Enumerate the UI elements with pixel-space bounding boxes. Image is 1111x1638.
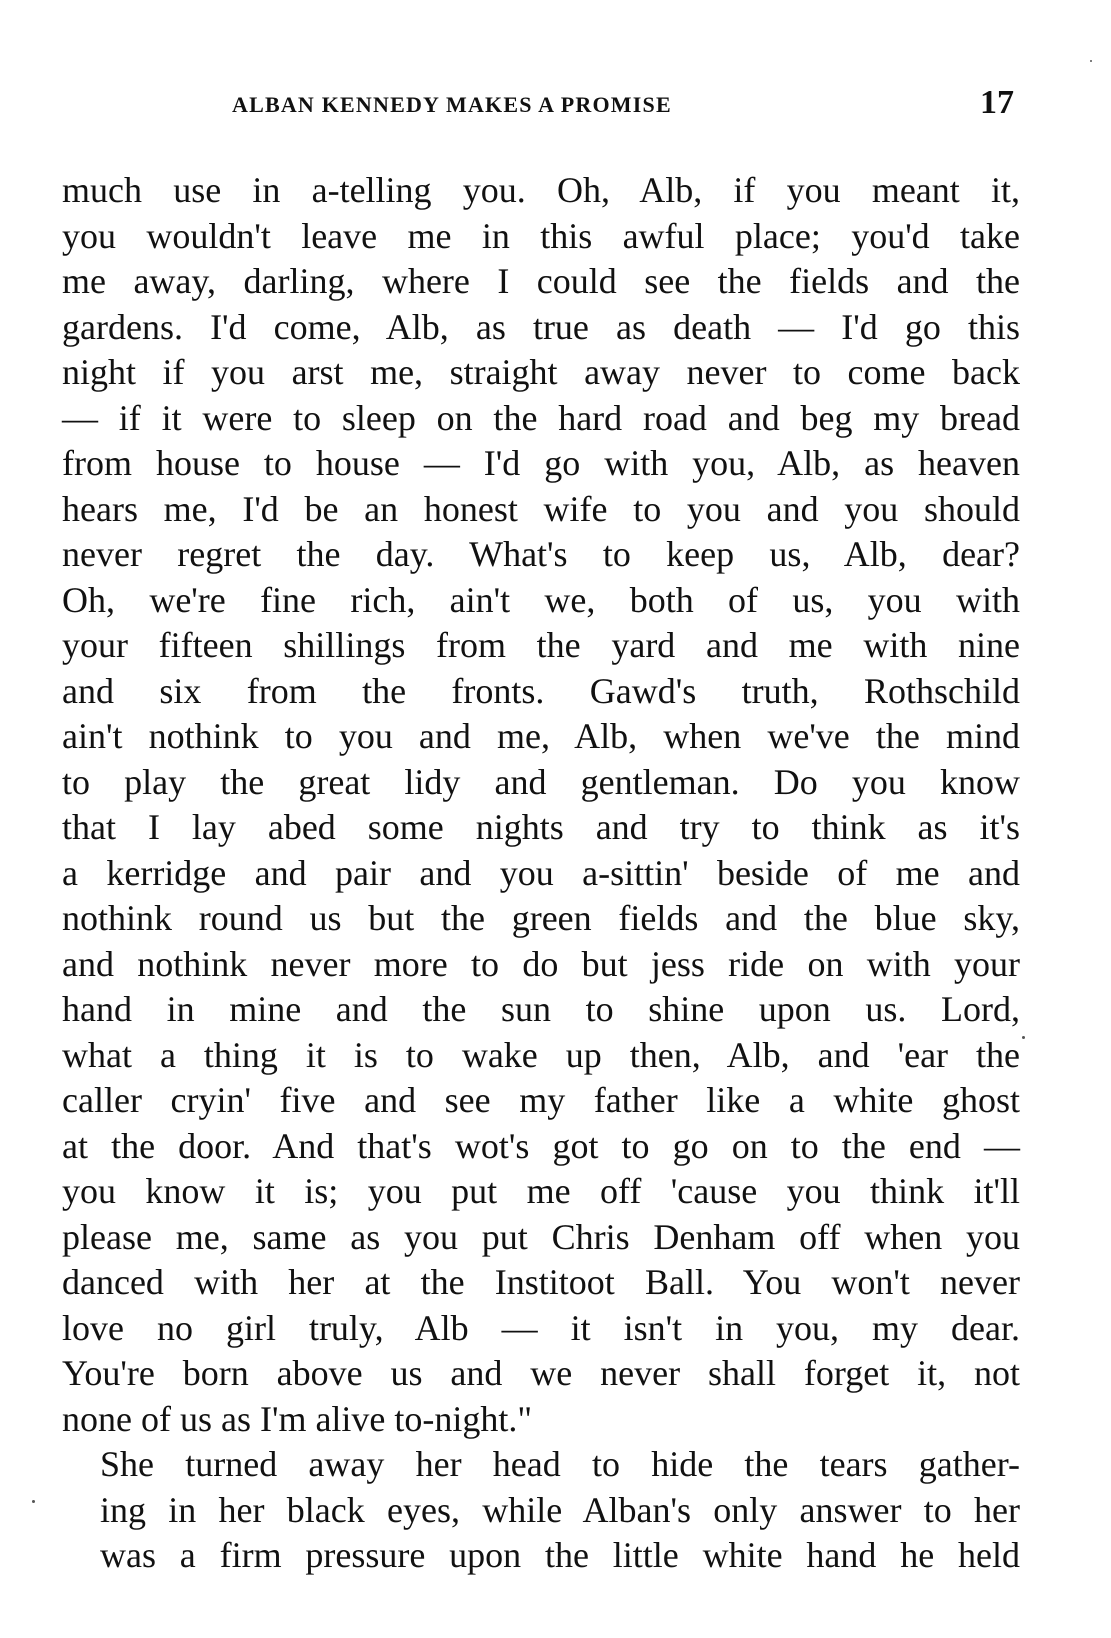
text-line: you wouldn't leave me in this awful place; you'd take [62, 215, 1020, 256]
text-line: please me, same as you put Chris Denham off when you [62, 1216, 1020, 1257]
text-line: night if you arst me, straight away never to come back [62, 352, 1020, 392]
text-line: and nothink never more to do but jess ride on with your [62, 943, 1020, 984]
running-title: ALBAN KENNEDY MAKES A PROMISE [232, 92, 672, 117]
text-line: caller cryin' five and see my father like a white ghost [62, 1080, 1020, 1120]
text-line: ing in her black eyes, while Alban's only answer to her [100, 1489, 1020, 1530]
page-body [62, 168, 1020, 1579]
text-line: much use in a-telling you. Oh, Alb, if you meant it, [62, 170, 1020, 210]
page-speck [32, 1500, 35, 1503]
text-line: You're born above us and we never shall forget it, not [62, 1353, 1020, 1393]
paragraph-2 [62, 1442, 1020, 1579]
text-line: to play the great lidy and gentleman. Do you know [62, 761, 1020, 802]
text-line: danced with her at the Institoot Ball. You won't never [62, 1262, 1020, 1302]
text-line: you know it is; you put me off 'cause you think it'll [62, 1171, 1020, 1211]
text-line: and six from the fronts. Gawd's truth, Rothschild [62, 670, 1020, 711]
text-line: Oh, we're fine rich, ain't we, both of us, you with [62, 579, 1020, 620]
text-line: She turned away her head to hide the tears gather- [100, 1444, 1020, 1484]
text-line: hears me, I'd be an honest wife to you and you should [62, 488, 1020, 529]
text-line: that I lay abed some nights and try to think as it's [62, 807, 1020, 847]
text-line: at the door. And that's wot's got to go on to the end — [62, 1125, 1020, 1166]
text-line: ain't nothink to you and me, Alb, when we've the mind [62, 716, 1020, 756]
page-speck [1022, 1036, 1025, 1039]
text-line: what a thing it is to wake up then, Alb, and 'ear the [62, 1034, 1020, 1075]
text-line: love no girl truly, Alb — it isn't in you, my dear. [62, 1307, 1020, 1348]
text-line: me away, darling, where I could see the fields and the [62, 261, 1020, 301]
page-speck [1090, 60, 1092, 62]
text-line: a kerridge and pair and you a-sittin' beside of me and [62, 852, 1020, 893]
text-line: hand in mine and the sun to shine upon us. Lord, [62, 989, 1020, 1029]
text-line: gardens. I'd come, Alb, as true as death — I'd go this [62, 306, 1020, 347]
text-line: your fifteen shillings from the yard and me with nine [62, 625, 1020, 665]
text-line: from house to house — I'd go with you, Alb, as heaven [62, 443, 1020, 483]
text-line: none of us as I'm alive to-night." [62, 1398, 533, 1439]
text-line: never regret the day. What's to keep us, Alb, dear? [62, 534, 1020, 574]
text-line: — if it were to sleep on the hard road and beg my bread [62, 397, 1020, 438]
text-line: nothink round us but the green fields and the blue sky, [62, 898, 1020, 938]
page-number: 17 [980, 84, 1014, 121]
text-line: was a firm pressure upon the little white hand he held [100, 1535, 1020, 1575]
paragraph-1 [62, 168, 1020, 1442]
